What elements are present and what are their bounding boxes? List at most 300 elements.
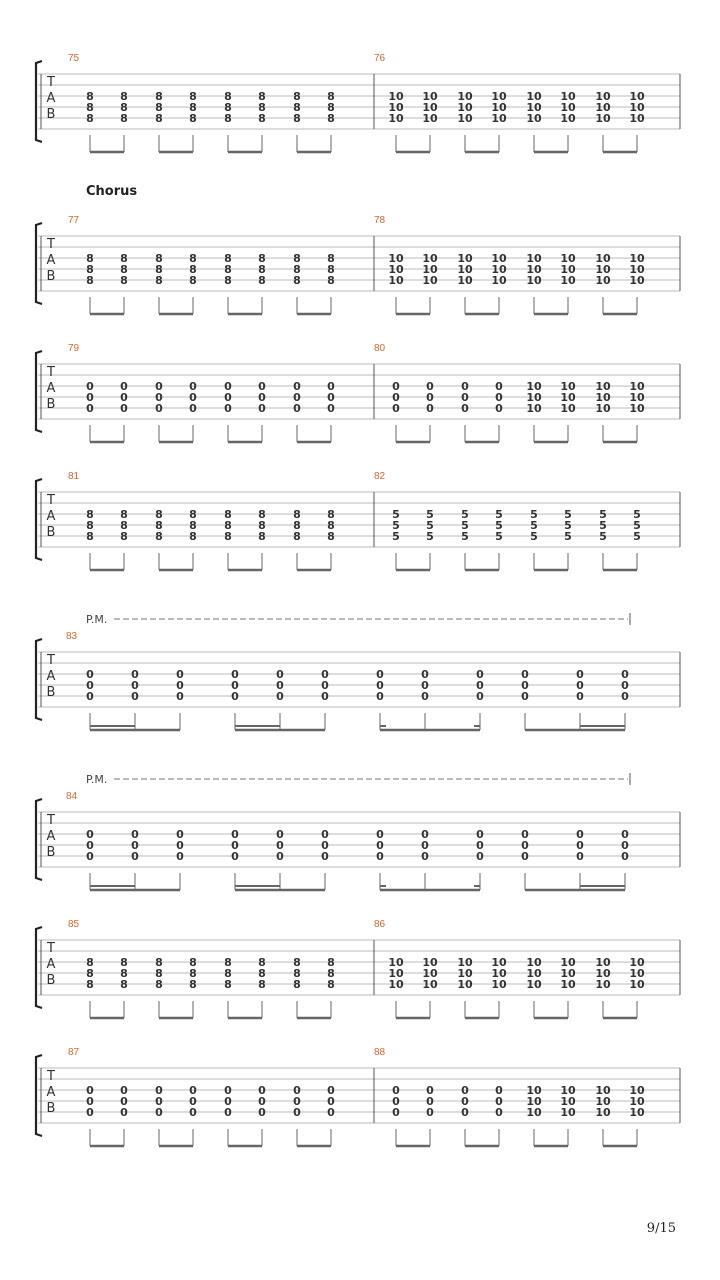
fret-number: 10 [526,380,542,393]
fret-number: 10 [560,967,576,980]
fret-number: 0 [224,1106,232,1119]
fret-number: 5 [426,508,434,521]
fret-number: 10 [491,90,507,103]
fret-number: 8 [327,519,335,532]
fret-number: 5 [599,508,607,521]
section-label: Chorus [86,184,138,199]
fret-number: 8 [120,112,128,125]
fret-number: 0 [276,828,284,841]
fret-number: 0 [576,850,584,863]
fret-number: 0 [189,1084,197,1097]
fret-number: 8 [224,112,232,125]
tab-clef-letter: A [46,509,56,524]
fret-number: 10 [422,90,438,103]
fret-number: 5 [633,530,641,543]
fret-number: 0 [231,850,239,863]
fret-number: 5 [530,508,538,521]
tab-clef-letter: T [47,365,55,380]
fret-number: 5 [564,519,572,532]
fret-number: 8 [120,967,128,980]
fret-number: 10 [491,263,507,276]
fret-number: 8 [327,508,335,521]
fret-number: 8 [224,90,232,103]
fret-number: 0 [86,1084,94,1097]
fret-number: 10 [526,956,542,969]
fret-number: 10 [388,112,404,125]
fret-number: 8 [120,530,128,543]
fret-number: 0 [86,1095,94,1108]
fret-number: 10 [560,1095,576,1108]
tab-clef-letter: A [46,669,56,684]
fret-number: 8 [293,274,301,287]
fret-number: 0 [461,1095,469,1108]
fret-number: 8 [155,978,163,991]
fret-number: 0 [155,1084,163,1097]
fret-number: 10 [629,978,645,991]
fret-number: 0 [376,679,384,692]
fret-number: 8 [224,508,232,521]
fret-number: 0 [576,668,584,681]
fret-number: 0 [495,391,503,404]
fret-number: 10 [491,101,507,114]
fret-number: 10 [595,112,611,125]
fret-number: 10 [560,274,576,287]
fret-number: 0 [176,690,184,703]
fret-number: 10 [457,101,473,114]
fret-number: 8 [86,274,94,287]
fret-number: 0 [621,668,629,681]
fret-number: 0 [621,679,629,692]
fret-number: 8 [327,101,335,114]
tab-clef-letter: B [46,269,56,284]
measure-number: 86 [374,919,386,930]
tab-clef-letter: T [47,75,55,90]
tab-clef-letter: B [46,685,56,700]
fret-number: 10 [629,252,645,265]
fret-number: 0 [327,402,335,415]
fret-number: 8 [224,978,232,991]
fret-number: 0 [521,828,529,841]
palm-mute-label: P.M. [86,773,108,786]
fret-number: 10 [388,90,404,103]
fret-number: 0 [86,828,94,841]
fret-number: 0 [189,380,197,393]
fret-number: 0 [189,391,197,404]
fret-number: 10 [629,274,645,287]
fret-number: 5 [461,530,469,543]
fret-number: 10 [560,263,576,276]
fret-number: 8 [189,274,197,287]
fret-number: 10 [629,391,645,404]
fret-number: 0 [224,1084,232,1097]
tab-clef-letter: B [46,397,56,412]
fret-number: 8 [155,967,163,980]
fret-number: 8 [327,530,335,543]
fret-number: 0 [86,668,94,681]
fret-number: 10 [526,252,542,265]
fret-number: 8 [86,263,94,276]
fret-number: 0 [621,850,629,863]
fret-number: 0 [276,668,284,681]
fret-number: 8 [155,101,163,114]
fret-number: 0 [621,839,629,852]
fret-number: 8 [155,252,163,265]
fret-number: 0 [276,690,284,703]
fret-number: 0 [189,1106,197,1119]
fret-number: 8 [258,112,266,125]
fret-number: 0 [120,1095,128,1108]
fret-number: 8 [327,252,335,265]
measure-number: 77 [68,215,80,226]
fret-number: 0 [576,839,584,852]
fret-number: 0 [120,1106,128,1119]
fret-number: 10 [422,263,438,276]
fret-number: 8 [155,263,163,276]
fret-number: 5 [392,508,400,521]
fret-number: 0 [461,1106,469,1119]
fret-number: 8 [258,978,266,991]
fret-number: 8 [189,101,197,114]
fret-number: 0 [293,391,301,404]
fret-number: 5 [392,530,400,543]
fret-number: 8 [155,274,163,287]
fret-number: 0 [131,850,139,863]
fret-number: 8 [189,978,197,991]
measure-number: 87 [68,1047,80,1058]
fret-number: 0 [426,1095,434,1108]
fret-number: 10 [560,1106,576,1119]
fret-number: 8 [293,530,301,543]
fret-number: 8 [293,101,301,114]
fret-number: 0 [376,850,384,863]
fret-number: 0 [258,380,266,393]
fret-number: 10 [388,252,404,265]
fret-number: 0 [155,391,163,404]
tab-clef-letter: T [47,237,55,252]
measure-number: 83 [66,631,78,642]
fret-number: 10 [629,402,645,415]
fret-number: 8 [120,519,128,532]
fret-number: 0 [321,828,329,841]
fret-number: 10 [629,101,645,114]
fret-number: 0 [461,391,469,404]
fret-number: 8 [293,90,301,103]
fret-number: 8 [86,967,94,980]
fret-number: 0 [120,402,128,415]
fret-number: 8 [120,956,128,969]
fret-number: 0 [376,690,384,703]
fret-number: 8 [224,519,232,532]
fret-number: 0 [327,1106,335,1119]
fret-number: 0 [521,839,529,852]
fret-number: 0 [476,850,484,863]
tab-clef-letter: A [46,957,56,972]
fret-number: 10 [491,252,507,265]
fret-number: 8 [86,508,94,521]
fret-number: 0 [224,391,232,404]
fret-number: 0 [258,402,266,415]
fret-number: 0 [495,1106,503,1119]
fret-number: 0 [376,668,384,681]
fret-number: 8 [189,519,197,532]
fret-number: 8 [86,90,94,103]
fret-number: 10 [629,956,645,969]
fret-number: 0 [495,402,503,415]
fret-number: 0 [426,402,434,415]
fret-number: 8 [86,956,94,969]
fret-number: 8 [258,90,266,103]
fret-number: 0 [495,1095,503,1108]
fret-number: 10 [526,263,542,276]
fret-number: 5 [495,530,503,543]
measure-number: 80 [374,343,386,354]
fret-number: 10 [560,101,576,114]
fret-number: 0 [293,380,301,393]
fret-number: 8 [86,978,94,991]
fret-number: 10 [595,1095,611,1108]
fret-number: 0 [131,828,139,841]
fret-number: 8 [327,112,335,125]
fret-number: 10 [422,252,438,265]
fret-number: 10 [526,1084,542,1097]
fret-number: 8 [224,263,232,276]
fret-number: 0 [576,828,584,841]
fret-number: 10 [526,274,542,287]
fret-number: 0 [258,1095,266,1108]
fret-number: 8 [327,263,335,276]
tab-clef-letter: A [46,381,56,396]
fret-number: 8 [224,101,232,114]
fret-number: 10 [526,90,542,103]
tab-clef-letter: T [47,1069,55,1084]
fret-number: 0 [120,391,128,404]
fret-number: 0 [321,668,329,681]
fret-number: 0 [155,402,163,415]
fret-number: 5 [426,530,434,543]
fret-number: 8 [86,252,94,265]
fret-number: 8 [293,956,301,969]
fret-number: 0 [231,690,239,703]
fret-number: 8 [155,112,163,125]
fret-number: 0 [495,1084,503,1097]
fret-number: 10 [629,263,645,276]
fret-number: 8 [224,967,232,980]
fret-number: 10 [560,391,576,404]
measure-number: 85 [68,919,80,930]
fret-number: 10 [457,252,473,265]
fret-number: 0 [86,839,94,852]
fret-number: 0 [86,850,94,863]
fret-number: 10 [595,90,611,103]
fret-number: 10 [491,967,507,980]
fret-number: 0 [224,380,232,393]
measure-number: 82 [374,471,386,482]
fret-number: 10 [595,978,611,991]
fret-number: 0 [258,1106,266,1119]
fret-number: 10 [491,978,507,991]
fret-number: 0 [293,402,301,415]
fret-number: 0 [86,690,94,703]
fret-number: 8 [120,90,128,103]
fret-number: 8 [120,508,128,521]
fret-number: 0 [521,668,529,681]
fret-number: 10 [560,1084,576,1097]
fret-number: 8 [86,530,94,543]
measure-number: 75 [68,53,80,64]
fret-number: 0 [276,679,284,692]
fret-number: 8 [224,956,232,969]
fret-number: 8 [327,956,335,969]
fret-number: 5 [564,508,572,521]
fret-number: 10 [457,90,473,103]
fret-number: 5 [392,519,400,532]
fret-number: 8 [258,508,266,521]
fret-number: 0 [86,1106,94,1119]
fret-number: 10 [595,1084,611,1097]
fret-number: 0 [86,679,94,692]
fret-number: 10 [629,967,645,980]
fret-number: 0 [392,380,400,393]
measure-number: 84 [66,791,78,802]
fret-number: 8 [86,101,94,114]
fret-number: 5 [633,508,641,521]
fret-number: 0 [576,679,584,692]
fret-number: 8 [189,967,197,980]
fret-number: 0 [576,690,584,703]
fret-number: 0 [176,850,184,863]
fret-number: 10 [526,112,542,125]
fret-number: 0 [476,668,484,681]
fret-number: 10 [491,112,507,125]
fret-number: 0 [421,828,429,841]
fret-number: 8 [224,274,232,287]
fret-number: 10 [629,380,645,393]
fret-number: 0 [376,828,384,841]
fret-number: 0 [155,1106,163,1119]
fret-number: 0 [521,679,529,692]
fret-number: 10 [388,978,404,991]
fret-number: 10 [491,274,507,287]
tab-clef-letter: A [46,1085,56,1100]
fret-number: 8 [155,530,163,543]
fret-number: 8 [86,519,94,532]
fret-number: 10 [457,263,473,276]
fret-number: 0 [321,679,329,692]
fret-number: 8 [120,978,128,991]
fret-number: 10 [560,956,576,969]
fret-number: 0 [392,402,400,415]
fret-number: 0 [621,690,629,703]
fret-number: 0 [231,839,239,852]
fret-number: 8 [189,530,197,543]
fret-number: 0 [276,850,284,863]
fret-number: 0 [231,668,239,681]
fret-number: 10 [526,1106,542,1119]
fret-number: 0 [120,1084,128,1097]
fret-number: 0 [521,690,529,703]
fret-number: 10 [388,263,404,276]
tab-clef-letter: B [46,1101,56,1116]
fret-number: 8 [258,274,266,287]
fret-number: 0 [258,1084,266,1097]
fret-number: 10 [595,263,611,276]
fret-number: 0 [476,679,484,692]
fret-number: 8 [327,90,335,103]
fret-number: 8 [293,263,301,276]
fret-number: 0 [86,391,94,404]
fret-number: 0 [176,679,184,692]
fret-number: 0 [131,839,139,852]
fret-number: 10 [595,1106,611,1119]
fret-number: 5 [530,519,538,532]
fret-number: 5 [530,530,538,543]
fret-number: 0 [231,828,239,841]
fret-number: 10 [457,112,473,125]
fret-number: 8 [293,112,301,125]
fret-number: 0 [521,850,529,863]
fret-number: 10 [422,112,438,125]
tab-clef-letter: B [46,525,56,540]
fret-number: 0 [421,850,429,863]
fret-number: 0 [120,380,128,393]
fret-number: 8 [258,252,266,265]
fret-number: 8 [120,101,128,114]
fret-number: 0 [293,1106,301,1119]
measure-number: 88 [374,1047,386,1058]
fret-number: 8 [224,530,232,543]
tab-clef-letter: A [46,91,56,106]
fret-number: 0 [293,1095,301,1108]
fret-number: 10 [491,956,507,969]
fret-number: 10 [595,101,611,114]
fret-number: 8 [155,90,163,103]
tab-clef-letter: T [47,493,55,508]
fret-number: 8 [293,252,301,265]
fret-number: 8 [293,508,301,521]
fret-number: 8 [258,530,266,543]
fret-number: 10 [629,1095,645,1108]
fret-number: 8 [120,274,128,287]
tab-clef-letter: B [46,973,56,988]
fret-number: 0 [426,1106,434,1119]
fret-number: 0 [327,1095,335,1108]
fret-number: 0 [321,690,329,703]
fret-number: 10 [595,967,611,980]
fret-number: 0 [476,839,484,852]
fret-number: 10 [526,101,542,114]
fret-number: 0 [293,1084,301,1097]
measure-number: 79 [68,343,80,354]
fret-number: 0 [461,402,469,415]
fret-number: 0 [321,850,329,863]
fret-number: 0 [421,679,429,692]
fret-number: 0 [327,1084,335,1097]
fret-number: 10 [526,978,542,991]
fret-number: 0 [376,839,384,852]
fret-number: 0 [131,668,139,681]
fret-number: 0 [176,839,184,852]
fret-number: 0 [421,668,429,681]
fret-number: 10 [388,956,404,969]
tab-clef-letter: A [46,253,56,268]
fret-number: 10 [457,978,473,991]
fret-number: 0 [224,402,232,415]
fret-number: 5 [461,508,469,521]
fret-number: 0 [621,828,629,841]
fret-number: 10 [526,391,542,404]
fret-number: 0 [86,402,94,415]
fret-number: 8 [258,263,266,276]
